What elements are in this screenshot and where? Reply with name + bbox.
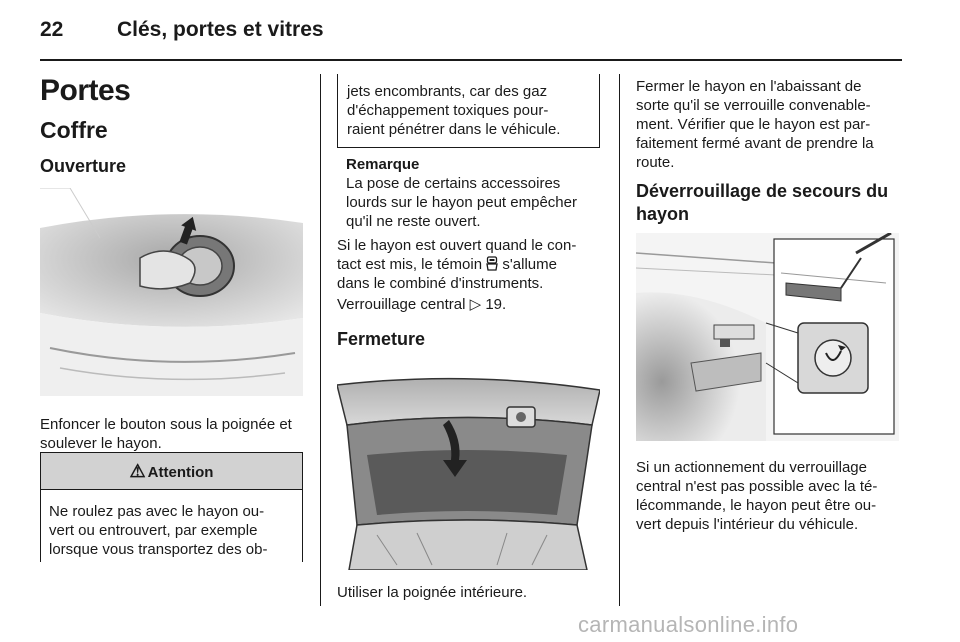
- warning-box: [40, 452, 303, 562]
- indicator-paragraph: Si le hayon est ouvert quand le con- tact est mis, le témoin s'allume dans le combiné d'instruments.: [337, 237, 577, 292]
- heading-coffre: Coffre: [40, 117, 108, 143]
- header-rule: [40, 59, 902, 61]
- warning-triangle-icon: ⚠: [129, 461, 146, 481]
- page-header: [0, 0, 960, 62]
- note-block: Remarque La pose de certains accessoires lourds sur le hayon peut empêcher qu'il ne reste ouvert.: [346, 155, 608, 231]
- opening-instructions: Enfoncer le bouton sous la poignée et soulever le hayon.: [40, 416, 292, 452]
- page-number: 22: [40, 18, 64, 41]
- warning-continuation: jets encombrants, car des gaz d'échappement toxiques pour- raient pénétrer dans le véhicule.: [337, 74, 600, 148]
- warning-header: ⚠ Attention: [41, 452, 302, 490]
- watermark: carmanualsonline.info: [578, 612, 799, 637]
- heading-emergency-release: Déverrouillage de secours du hayon: [636, 181, 889, 224]
- heading-ouverture: Ouverture: [40, 156, 127, 176]
- warning-text: Ne roulez pas avec le hayon ou- vert ou entrouvert, par exemple lorsque vous transportez des ob-: [49, 503, 268, 558]
- closing-caption: Utiliser la poignée intérieure.: [337, 584, 528, 601]
- column-divider-2: [619, 74, 620, 606]
- emergency-release-instructions: Si un actionnement du verrouillage central n'est pas possible avec la té- lécommande, le hayon peut être ou- vert depuis l'intérieur du véhicule.: [636, 459, 878, 533]
- tailgate-open-indicator-icon: [486, 256, 498, 271]
- closing-instructions: Fermer le hayon en l'abaissant de sorte qu'il se verrouille convenable- ment. Vérifier que le hayon est par- faitement fermé avant de prendre la route.: [636, 78, 874, 171]
- tailgate-opening-illustration: [40, 188, 303, 396]
- page-ref-arrow-icon: ▷: [469, 296, 482, 313]
- chapter-title: Clés, portes et vitres: [117, 18, 324, 41]
- tailgate-closing-illustration: [337, 365, 600, 570]
- central-locking-reference: Verrouillage central ▷ 19.: [337, 296, 507, 313]
- note-title: Remarque: [346, 156, 420, 173]
- emergency-release-illustration: [636, 233, 899, 441]
- heading-fermeture: Fermeture: [337, 329, 426, 349]
- column-divider-1: [320, 74, 321, 606]
- heading-portes: Portes: [40, 74, 131, 107]
